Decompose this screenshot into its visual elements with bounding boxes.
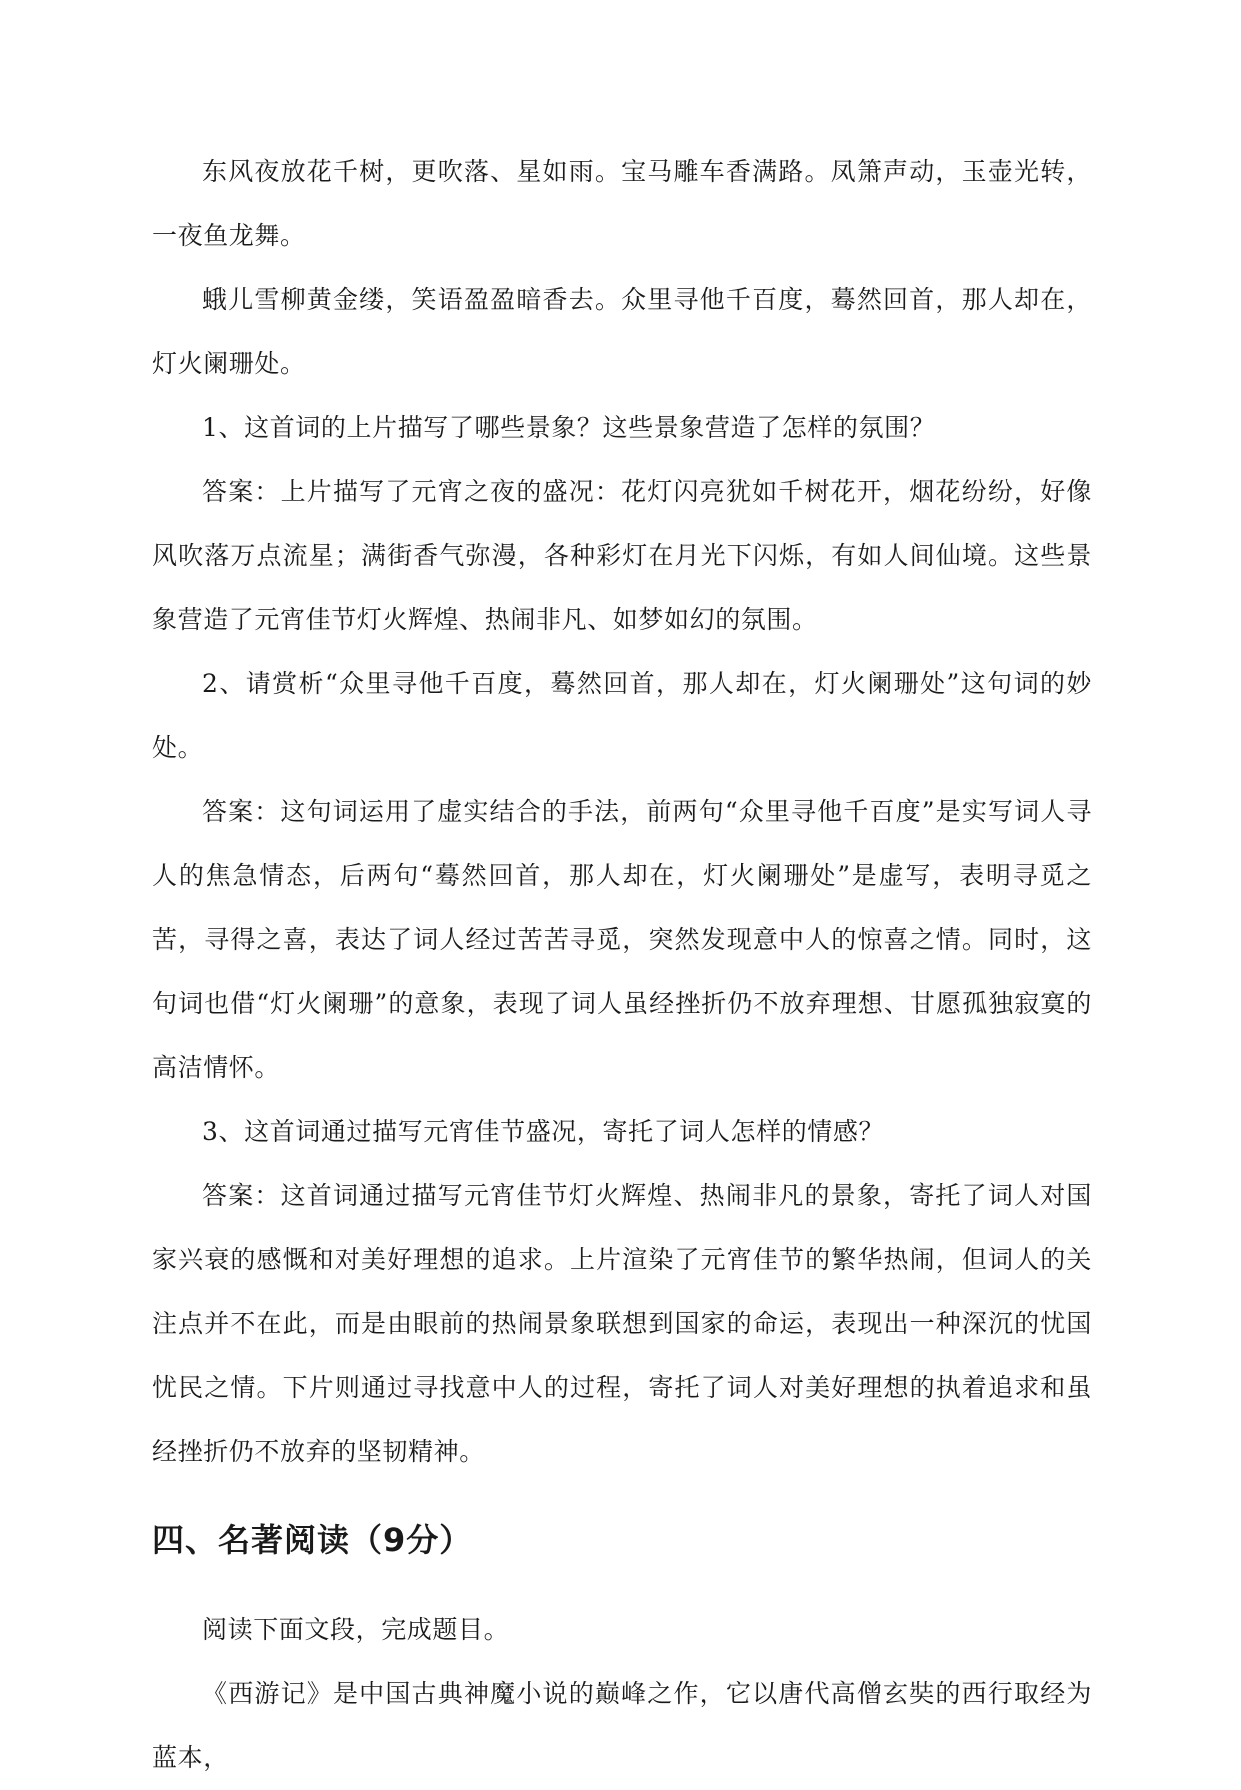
question-1: 1、这首词的上片描写了哪些景象？这些景象营造了怎样的氛围？: [202, 413, 936, 442]
question-2: 2、请赏析“众里寻他千百度，蓦然回首，那人却在，灯火阑珊处”这句词的妙处。: [152, 669, 1092, 762]
section-instruction: 阅读下面文段，完成题目。: [202, 1615, 510, 1644]
section-heading: 四、名著阅读（9分）: [152, 1521, 473, 1559]
passage-paragraph: 《西游记》是中国古典神魔小说的巅峰之作，它以唐代高僧玄奘的西行取经为蓝本，: [152, 1679, 1092, 1772]
document-page: [152, 140, 1092, 1790]
poem-upper-stanza: 东风夜放花千树，更吹落、星如雨。宝马雕车香满路。凤箫声动，玉壶光转，一夜鱼龙舞。: [152, 157, 1092, 250]
poem-lower-stanza: 蛾儿雪柳黄金缕，笑语盈盈暗香去。众里寻他千百度，蓦然回首，那人却在，灯火阑珊处。: [152, 285, 1092, 378]
answer-3: 答案：这首词通过描写元宵佳节灯火辉煌、热闹非凡的景象，寄托了词人对国家兴衰的感慨和对美好理想的追求。上片渲染了元宵佳节的繁华热闹，但词人的关注点并不在此，而是由眼前的热闹景象联想到国家的命运，表现出一种深沉的忧国忧民之情。下片则通过寻找意中人的过程，寄托了词人对美好理想的执着追求和虽经挫折仍不放弃的坚韧精神。: [152, 1181, 1092, 1466]
question-3: 3、这首词通过描写元宵佳节盛况，寄托了词人怎样的情感？: [202, 1117, 885, 1146]
answer-2: 答案：这句词运用了虚实结合的手法，前两句“众里寻他千百度”是实写词人寻人的焦急情态，后两句“蓦然回首，那人却在，灯火阑珊处”是虚写，表明寻觅之苦，寻得之喜，表达了词人经过苦苦寻觅，突然发现意中人的惊喜之情。同时，这句词也借“灯火阑珊”的意象，表现了词人虽经挫折仍不放弃理想、甘愿孤独寂寞的高洁情怀。: [152, 797, 1092, 1082]
answer-1: 答案：上片描写了元宵之夜的盛况：花灯闪亮犹如千树花开，烟花纷纷，好像风吹落万点流星；满街香气弥漫，各种彩灯在月光下闪烁，有如人间仙境。这些景象营造了元宵佳节灯火辉煌、热闹非凡、如梦如幻的氛围。: [152, 477, 1092, 634]
